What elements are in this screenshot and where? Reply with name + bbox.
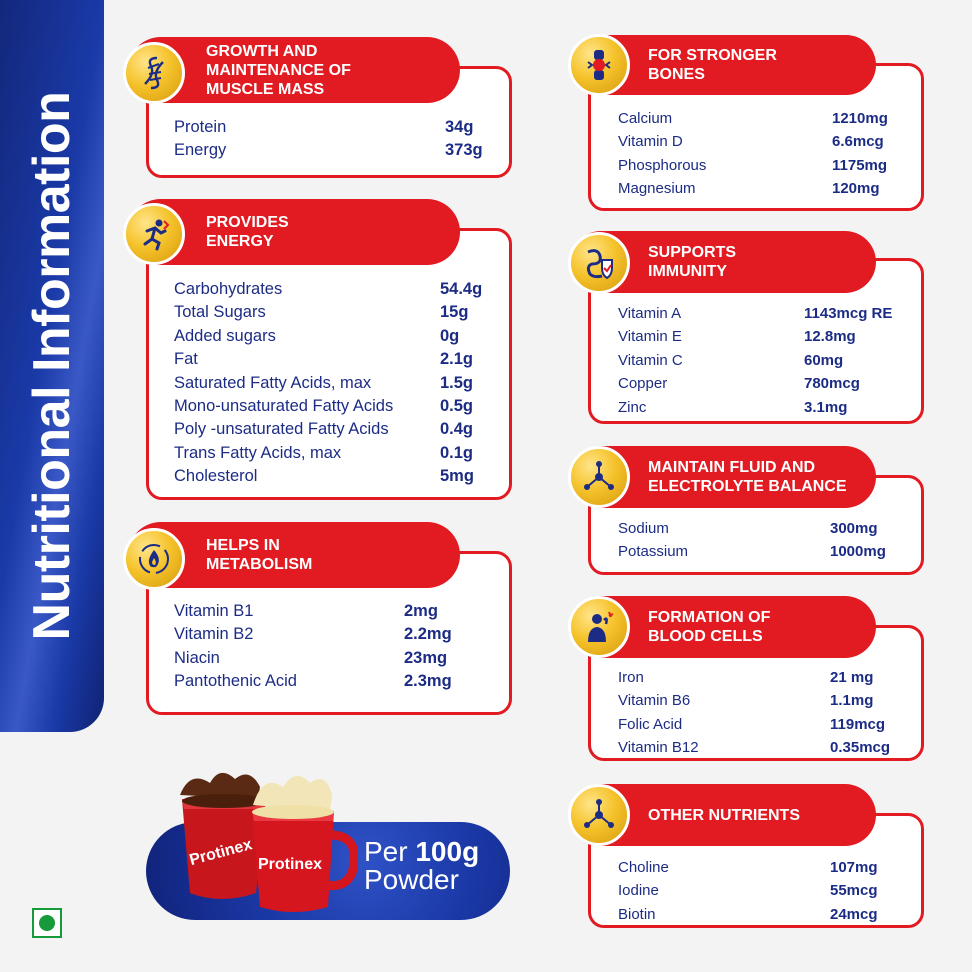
nutrient-name: Vitamin D	[618, 133, 683, 151]
nutrient-value: 2.1g	[440, 350, 474, 369]
nutrient-row	[618, 396, 914, 419]
nutrient-value: 107mg	[830, 859, 878, 876]
nutrient-row	[618, 856, 914, 879]
nutrient-value: 21 mg	[830, 669, 874, 686]
nutrient-list	[174, 116, 502, 163]
nutrient-value: 2.2mg	[404, 625, 452, 644]
dna-icon	[123, 42, 185, 104]
nutrient-value: 15g	[440, 303, 469, 322]
nutrient-value: 373g	[445, 141, 483, 160]
nutrient-list	[618, 666, 914, 760]
nutrient-row	[618, 666, 914, 689]
card-title-line: ELECTROLYTE BALANCE	[648, 478, 847, 495]
nutrient-value: 6.6mcg	[832, 133, 884, 151]
nutrient-name: Biotin	[618, 905, 656, 923]
nutrient-name: Vitamin B1	[174, 602, 254, 620]
nutrient-row	[618, 903, 914, 926]
nutrient-value: 119mcg	[830, 715, 886, 733]
nutrient-name: Phosphorous	[618, 156, 707, 174]
nutrient-name: Vitamin E	[618, 328, 682, 346]
nutrient-row	[618, 736, 914, 759]
card-title-line: GROWTH AND	[206, 42, 318, 60]
serving-unit: Powder	[364, 864, 459, 895]
nutrient-value: 24mcg	[830, 905, 878, 923]
nutrient-row	[174, 116, 502, 139]
nutrient-name: Iron	[618, 669, 644, 686]
nutrient-row	[174, 139, 502, 162]
nutrient-name: Copper	[618, 375, 668, 393]
flame-cycle-icon	[123, 528, 185, 590]
nutrient-value: 12.8mg	[804, 328, 856, 346]
nutrient-row	[618, 302, 914, 325]
nutrient-value: 1143mcg RE	[804, 305, 893, 322]
serving-prefix: Per	[364, 836, 416, 867]
card-title-line: BLOOD CELLS	[648, 628, 763, 645]
nutrient-row	[174, 348, 502, 371]
nutrient-row	[174, 278, 502, 301]
nutrient-value: 120mg	[832, 180, 880, 198]
nutrient-list	[618, 302, 914, 419]
nutrient-row	[618, 713, 914, 736]
nutrient-list	[618, 517, 914, 564]
nutrient-row	[174, 418, 502, 441]
veg-mark-icon	[32, 908, 62, 938]
brand-logo-text-front: Protinex	[257, 856, 323, 873]
nutrient-name: Vitamin A	[618, 305, 682, 322]
nutrient-name: Cholesterol	[174, 467, 258, 486]
nutrient-row	[174, 442, 502, 465]
brand-logo-text-back: Protinex	[187, 836, 254, 870]
nutrient-value: 60mg	[804, 351, 844, 369]
nutrient-row	[618, 517, 914, 540]
card-title-line: HELPS IN	[206, 537, 280, 554]
nutrient-name: Protein	[174, 118, 227, 136]
nutrient-name: Calcium	[618, 110, 673, 127]
nutrient-row	[618, 689, 914, 712]
nutrient-name: Niacin	[174, 648, 220, 667]
nutrient-row	[618, 372, 914, 395]
nutrient-name: Poly -unsaturated Fatty Acids	[174, 420, 389, 439]
nutrient-row	[618, 107, 914, 130]
card-title-line: MAINTAIN FLUID AND	[648, 459, 816, 476]
nutrient-name: Vitamin C	[618, 351, 683, 369]
nutrient-name: Potassium	[618, 543, 689, 561]
nutrient-value: 23mg	[404, 648, 448, 667]
nutrient-value: 55mcg	[830, 882, 878, 900]
molecule-icon	[568, 784, 630, 846]
nutrient-value: 0g	[440, 326, 460, 345]
nutrient-name: Added sugars	[174, 326, 276, 345]
nutrient-list	[174, 600, 502, 694]
nutrient-value: 780mcg	[804, 375, 860, 393]
nutrient-row	[174, 600, 502, 623]
nutrient-name: Folic Acid	[618, 715, 683, 733]
nutrient-value: 300mg	[830, 520, 878, 537]
nutrient-name: Saturated Fatty Acids, max	[174, 373, 372, 392]
nutrient-row	[618, 349, 914, 372]
tired-person-icon	[568, 596, 630, 658]
nutrient-row	[174, 325, 502, 348]
card-title-line: FORMATION OF	[648, 609, 771, 626]
nutrient-name: Vitamin B12	[618, 739, 699, 757]
nutrient-row	[174, 465, 502, 488]
nutrient-value: 0.1g	[440, 443, 474, 462]
nutrient-value: 1.5g	[440, 373, 474, 392]
nutrient-value: 0.5g	[440, 396, 474, 415]
nutrient-name: Choline	[618, 859, 669, 876]
vanilla-cup-image	[238, 765, 358, 920]
nutrient-row	[174, 623, 502, 646]
card-title-line: FOR STRONGER	[648, 47, 777, 64]
nutrient-row	[618, 130, 914, 153]
nutrient-value: 1000mg	[830, 543, 886, 561]
nutrient-row	[618, 177, 914, 200]
card-title-line: IMMUNITY	[648, 263, 728, 280]
nutrient-row	[174, 395, 502, 418]
nutrient-row	[618, 879, 914, 902]
nutrient-value: 0.35mcg	[830, 739, 891, 757]
nutrient-value: 1210mg	[832, 110, 888, 127]
nutrient-value: 5mg	[440, 467, 474, 486]
nutrient-row	[174, 670, 502, 693]
nutrient-value: 1175mg	[832, 156, 888, 174]
card-title-line: MAINTENANCE OF	[206, 61, 351, 79]
nutrient-value: 54.4g	[440, 280, 483, 298]
molecule-icon	[568, 446, 630, 508]
nutrient-value: 2.3mg	[404, 672, 452, 691]
card-title-line: BONES	[648, 66, 705, 83]
nutrient-value: 1.1mg	[830, 692, 874, 710]
card-title-line: SUPPORTS	[648, 244, 737, 261]
nutrient-list	[174, 278, 502, 489]
serving-label	[364, 838, 479, 894]
nutrient-row	[618, 540, 914, 563]
nutrient-name: Trans Fatty Acids, max	[174, 443, 342, 462]
nutrient-name: Carbohydrates	[174, 280, 283, 298]
nutrient-name: Total Sugars	[174, 303, 266, 322]
nutrient-list	[618, 107, 914, 201]
bone-joint-icon	[568, 34, 630, 96]
card-title-line: OTHER NUTRIENTS	[648, 806, 800, 824]
nutrient-row	[618, 325, 914, 348]
nutrient-name: Vitamin B2	[174, 625, 254, 644]
nutrient-name: Sodium	[618, 520, 669, 537]
nutrient-value: 3.1mg	[804, 398, 848, 416]
serving-amount: 100g	[415, 836, 480, 867]
nutrient-name: Iodine	[618, 882, 659, 900]
nutrient-name: Pantothenic Acid	[174, 672, 297, 691]
page-title: Nutritional Information	[23, 91, 81, 641]
nutrient-value: 2mg	[404, 602, 438, 620]
nutrient-row	[618, 154, 914, 177]
nutrient-list	[618, 856, 914, 926]
nutrient-row	[174, 647, 502, 670]
nutrient-name: Mono-unsaturated Fatty Acids	[174, 396, 394, 415]
card-title-line: ENERGY	[206, 233, 274, 250]
nutrient-row	[174, 372, 502, 395]
card-title-line: METABOLISM	[206, 556, 313, 573]
nutrient-name: Vitamin B6	[618, 692, 691, 710]
nutrient-name: Zinc	[618, 398, 647, 416]
nutrient-name: Magnesium	[618, 180, 696, 198]
card-title-line: PROVIDES	[206, 214, 289, 231]
sidebar-banner	[0, 0, 104, 732]
nutrient-value: 34g	[445, 118, 474, 136]
nutrient-row	[174, 301, 502, 324]
nutrient-name: Energy	[174, 141, 227, 160]
nutrient-value: 0.4g	[440, 420, 474, 439]
running-person-icon	[123, 203, 185, 265]
gut-shield-icon	[568, 232, 630, 294]
nutrient-name: Fat	[174, 350, 198, 369]
card-title-line: MUSCLE MASS	[206, 80, 325, 98]
